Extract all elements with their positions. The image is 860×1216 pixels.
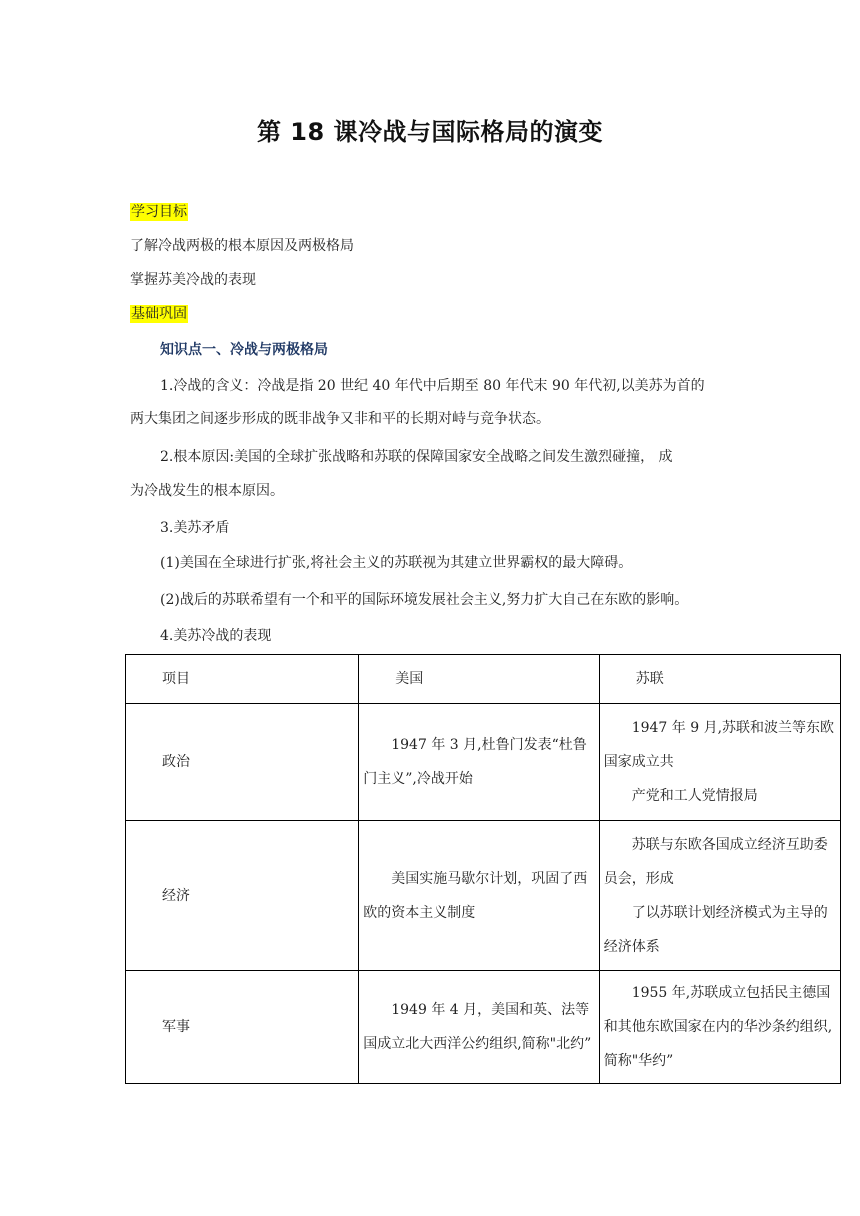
table-cell-item: 军事 [126,971,359,1084]
table-header-cell: 苏联 [599,655,840,704]
cell-text: 1947 年 3 月,杜鲁门发表“杜鲁门主义”,冷战开始 [363,737,587,787]
section-basic-review [130,304,188,324]
paragraph-line: 两大集团之间逐步形成的既非战争又非和平的长期对峙与竞争状态。 [130,411,550,427]
table-row [126,704,841,821]
table-cell-ussr [599,821,840,971]
learning-goals-label: 学习目标 [131,204,187,220]
basic-review-label: 基础巩固 [131,306,187,322]
table-header-row [126,655,841,704]
paragraph-line: 2.根本原因:美国的全球扩张战略和苏联的保障国家安全战略之间发生激烈碰撞， 成 [160,449,673,465]
table-row [126,971,841,1084]
knowledge-point-heading: 知识点一、冷战与两极格局 [160,342,328,358]
table-header-cell: 美国 [359,655,599,704]
paragraph-line: 1.冷战的含义：冷战是指 20 世纪 40 年代中后期至 80 年代末 90 年代初,以美苏为首的 [160,378,705,394]
section-learning-goals [130,202,188,222]
cell-text: 1947 年 9 月,苏联和波兰等东欧国家成立共 [603,720,835,770]
comparison-table [125,654,841,1084]
paragraph-line: 为冷战发生的根本原因。 [130,483,284,499]
table-cell-usa [359,821,599,971]
paragraph-line: 4.美苏冷战的表现 [160,628,272,644]
table-row [126,821,841,971]
cell-text: 产党和工人党情报局 [631,788,758,804]
paragraph-line: (2)战后的苏联希望有一个和平的国际环境发展社会主义,努力扩大自己在东欧的影响。 [160,592,689,608]
table-cell-item: 经济 [126,821,359,971]
table-cell-item: 政治 [126,704,359,821]
table-cell-ussr [599,971,840,1084]
goal-item: 了解冷战两极的根本原因及两极格局 [130,238,354,254]
cell-text: 1949 年 4 月，美国和英、法等国成立北大西洋公约组织,简称"北约” [363,1002,592,1052]
goal-item: 掌握苏美冷战的表现 [130,272,256,288]
table-cell-ussr [599,704,840,821]
page-title: 第 18 课冷战与国际格局的演变 [256,118,604,146]
paragraph-line: (1)美国在全球进行扩张,将社会主义的苏联视为其建立世界霸权的最大障碍。 [160,555,633,571]
table-header-cell: 项目 [126,655,359,704]
cell-text: 美国实施马歇尔计划，巩固了西欧的资本主义制度 [363,870,588,921]
cell-text: 了以苏联计划经济模式为主导的经济体系 [603,904,828,955]
table-cell-usa [359,704,599,821]
cell-text: 苏联与东欧各国成立经济互助委员会，形成 [603,836,828,887]
table-cell-usa [359,971,599,1084]
paragraph-line: 3.美苏矛盾 [160,520,230,536]
cell-text: 1955 年,苏联成立包括民主德国和其他东欧国家在内的华沙条约组织,简称"华约” [603,985,833,1069]
